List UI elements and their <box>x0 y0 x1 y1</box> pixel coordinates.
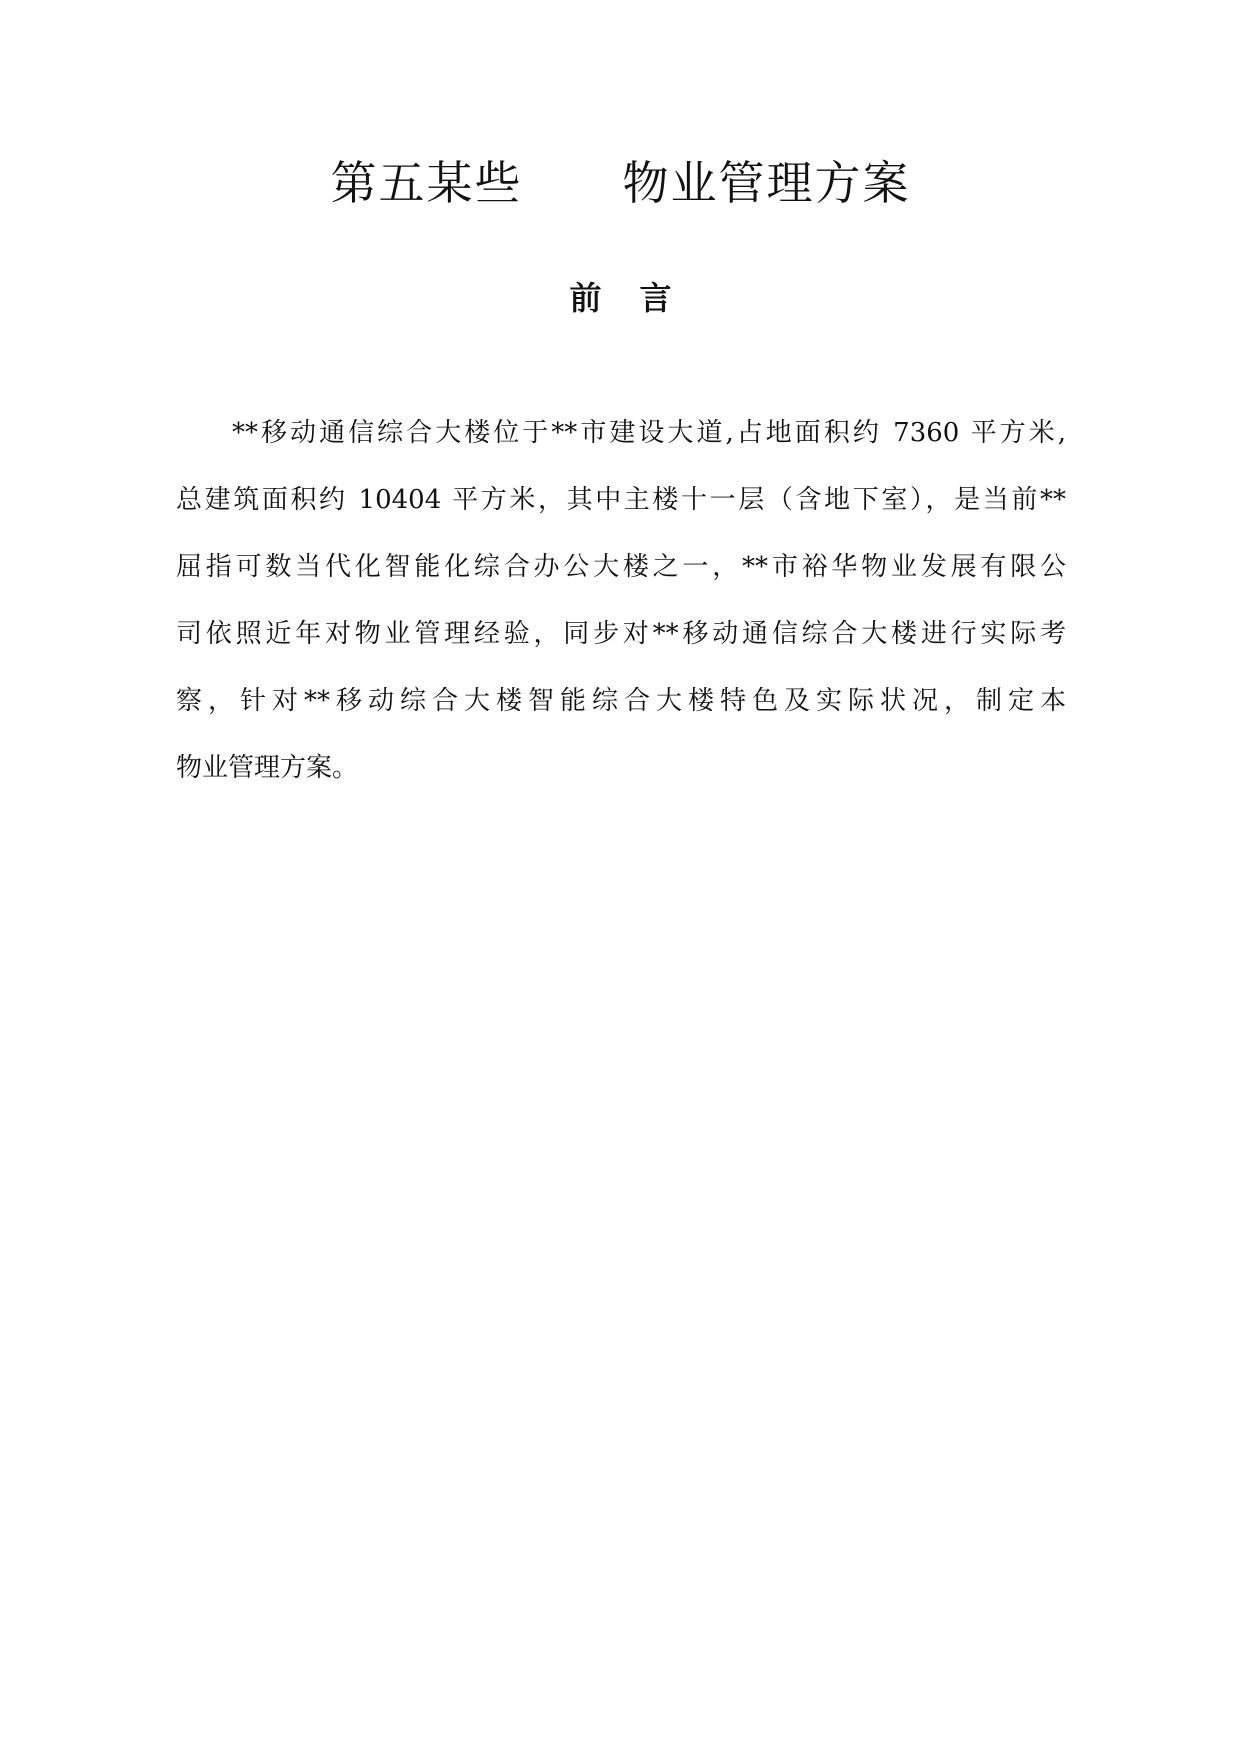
title-part-2: 物业管理方案 <box>622 156 911 210</box>
paragraph-line-3: 屈指可数当代化智能化综合办公大楼之一，**市裕华物业发展有限公 <box>176 552 1066 582</box>
paragraph-line-2: 总建筑面积约 10404 平方米，其中主楼十一层（含地下室），是当前** <box>176 485 1066 515</box>
paragraph-line-6: 物业管理方案。 <box>176 753 359 783</box>
paragraph-line-4: 司依照近年对物业管理经验，同步对**移动通信综合大楼进行实际考 <box>176 619 1066 649</box>
section-heading-preface: 前言 <box>569 279 710 317</box>
document-title <box>0 148 1241 218</box>
paragraph-line-1: **移动通信综合大楼位于**市建设大道,占地面积约 7360 平方米, <box>232 418 1066 448</box>
paragraph-line-5: 察，针对**移动综合大楼智能综合大楼特色及实际状况，制定本 <box>176 686 1066 716</box>
title-part-1: 第五某些 <box>330 156 523 210</box>
preface-paragraph <box>176 400 1066 802</box>
